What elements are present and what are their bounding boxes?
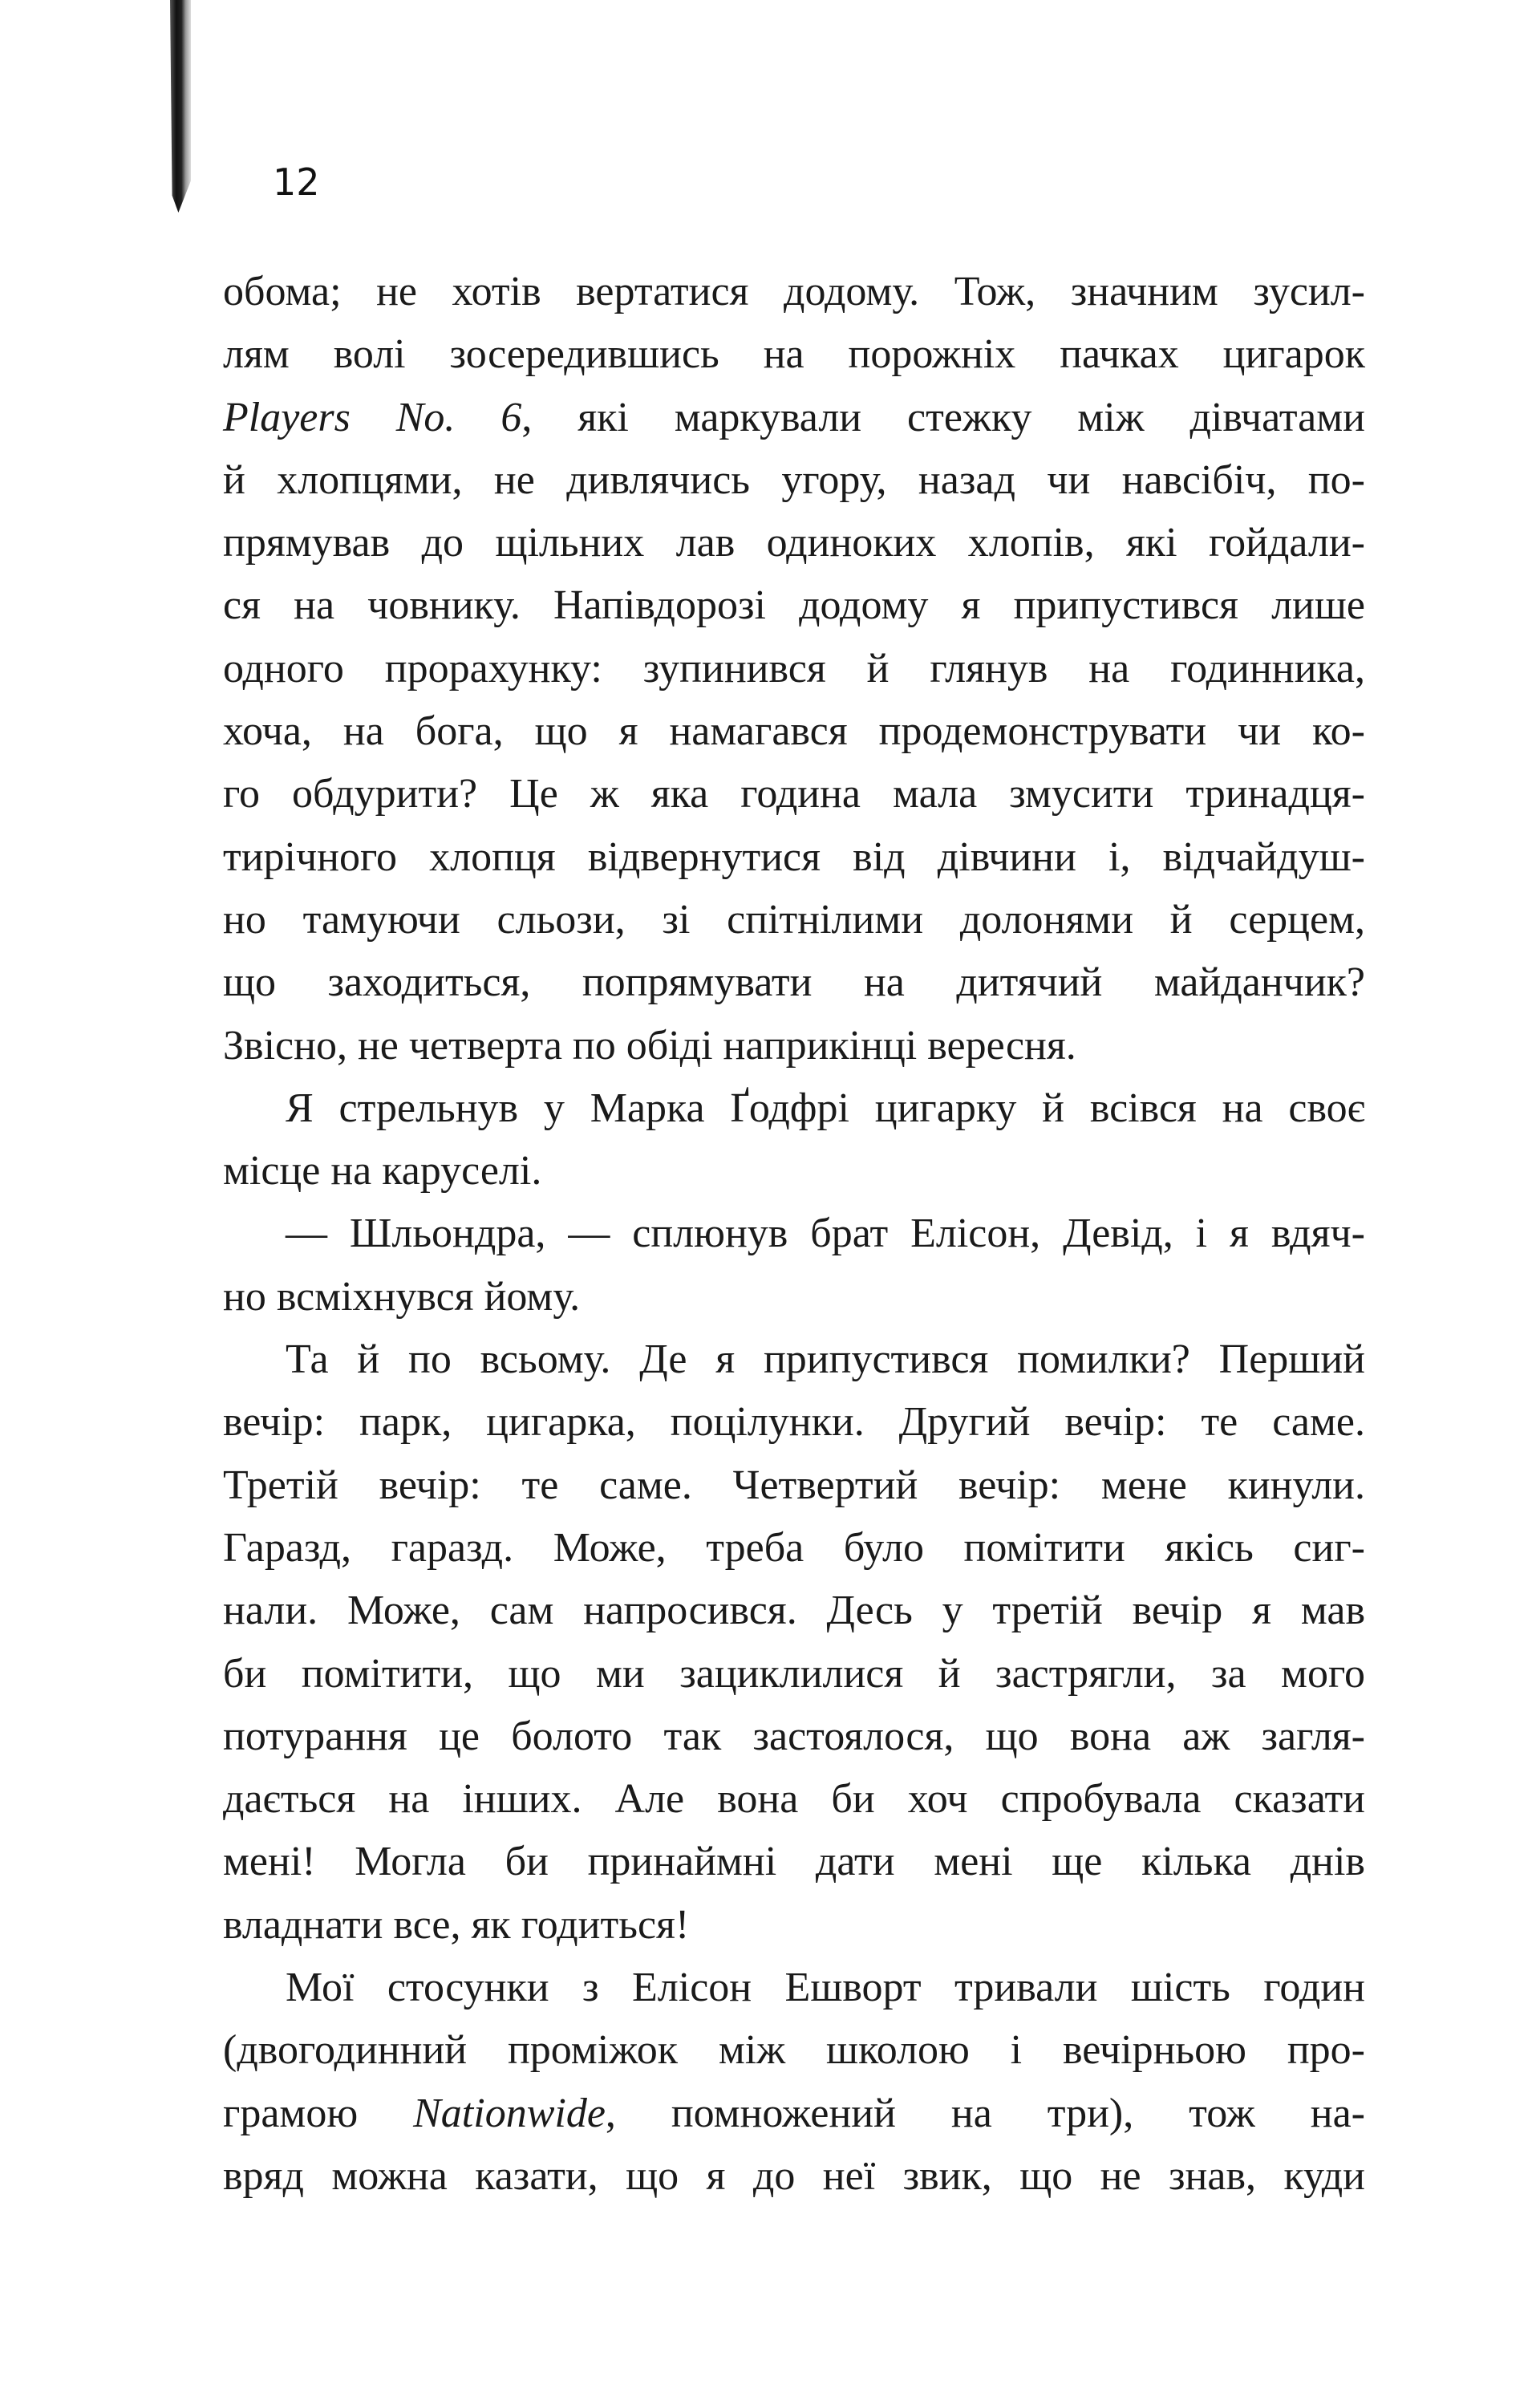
body-text: [223, 261, 1365, 2208]
text-line: Я стрельнув у Марка Ґодфрі цигарку й всівся на своє: [286, 1085, 1365, 1131]
text-line: [223, 387, 1365, 449]
text-line: лям волі зосередившись на порожніх пачках цигарок: [223, 331, 1365, 378]
text-line: [223, 2083, 1365, 2145]
text-line: мені! Могла би принаймні дати мені ще кілька днів: [223, 1839, 1365, 1885]
text-line: вряд можна казати, що я до неї звик, що не знав, куди: [223, 2152, 1365, 2199]
text-line: но всміхнувся йому.: [223, 1273, 581, 1320]
text-line: — Шльондра, — сплюнув брат Елісон, Девід, і я вдяч-: [286, 1211, 1365, 1257]
text-line: владнати все, як годиться!: [223, 1901, 690, 1948]
text-line: Та й по всьому. Де я припустився помилки? Перший: [286, 1336, 1365, 1383]
page-edge-shadow: [170, 0, 191, 213]
text-line: місце на каруселі.: [223, 1148, 542, 1194]
text-line: нали. Може, сам напросився. Десь у третій вечір я мав: [223, 1588, 1365, 1634]
text-line: Звісно, не четверта по обіді наприкінці вересня.: [223, 1022, 1076, 1069]
text-line: вечір: парк, цигарка, поцілунки. Другий вечір: те саме.: [223, 1399, 1365, 1446]
text-line: дається на інших. Але вона би хоч спробувала сказати: [223, 1776, 1365, 1823]
text-line: тирічного хлопця відвернутися від дівчини і, відчайдуш-: [223, 833, 1365, 880]
text-span: грамою: [223, 2090, 414, 2136]
text-line: хоча, на бога, що я намагався продемонструвати чи ко-: [223, 708, 1365, 755]
text-line: потурання це болото так застоялося, що вона аж загля-: [223, 1713, 1365, 1759]
page-number: 12: [273, 160, 320, 204]
text-line: одного прорахунку: зупинився й глянув на годинника,: [223, 645, 1365, 691]
italic-program-name: Nationwide: [413, 2090, 606, 2136]
italic-brand-name: Players No. 6: [223, 394, 522, 440]
text-line: но тамуючи сльози, зі спітнілими долонями й серцем,: [223, 896, 1365, 943]
text-line: Третій вечір: те саме. Четвертий вечір: мене кинули.: [223, 1462, 1365, 1508]
text-span: , помножений на три), тож на-: [605, 2090, 1365, 2136]
text-line: Мої стосунки з Елісон Ешворт тривали шість годин: [286, 1965, 1365, 2011]
text-line: (двогодинний проміжок між школою і вечірньою про-: [223, 2027, 1365, 2074]
text-line: обома; не хотів вертатися додому. Тож, значним зусил-: [223, 269, 1365, 314]
text-line: го обдурити? Це ж яка година мала змусити тринадця-: [223, 771, 1365, 817]
text-line: прямував до щільних лав одиноких хлопів, які гойдали-: [223, 520, 1365, 566]
text-line: й хлопцями, не дивлячись угору, назад чи навсібіч, по-: [223, 456, 1365, 503]
text-line: Гаразд, гаразд. Може, треба було помітити якісь сиг-: [223, 1524, 1365, 1571]
text-line: би помітити, що ми зациклилися й застрягли, за мого: [223, 1650, 1365, 1697]
text-line: ся на човнику. Напівдорозі додому я припустився лише: [223, 582, 1365, 629]
text-line: що заходиться, попрямувати на дитячий майданчик?: [223, 959, 1365, 1006]
text-span: , які маркували стежку між дівчатами: [521, 394, 1365, 440]
